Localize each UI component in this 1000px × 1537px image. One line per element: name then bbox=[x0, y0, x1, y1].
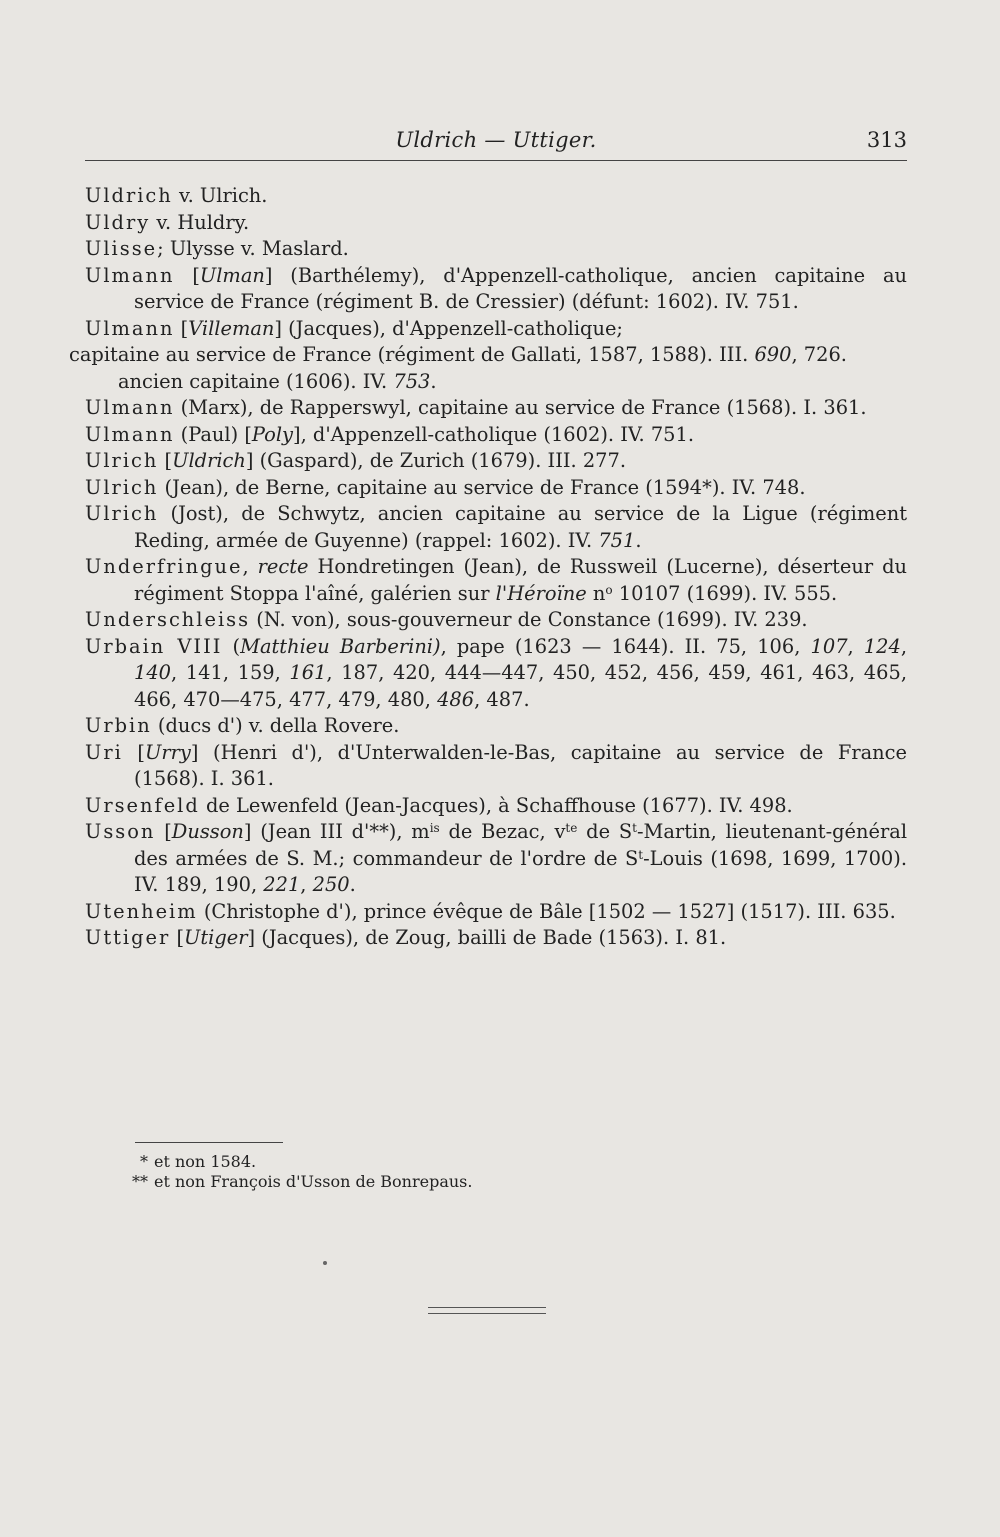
index-entry bbox=[85, 899, 907, 926]
entry-text: ] (Jean III d'**), m bbox=[243, 820, 430, 843]
footnote-text: et non 1584. bbox=[154, 1152, 257, 1171]
superscript: o bbox=[605, 582, 613, 597]
index-entry bbox=[85, 475, 907, 502]
footnote bbox=[120, 1172, 472, 1192]
entry-text: ancien capitaine (1606). IV. bbox=[118, 369, 394, 393]
entry-headword: Ulrich bbox=[85, 449, 159, 472]
entry-text: de Lewenfeld (Jean-Jacques), à Schaffhouse (1677). IV. 498. bbox=[199, 793, 793, 817]
entry-text: n bbox=[586, 581, 606, 605]
entry-text: [ bbox=[122, 740, 146, 764]
entry-text: ] (Henri d'), d'Unterwalden-le-Bas, capitaine au service de France (1568). I. 361. bbox=[134, 740, 908, 790]
entry-text: ] (Jacques), de Zoug, bailli de Bade (1563). I. 81. bbox=[247, 926, 727, 949]
entry-text: (Marx), de Rapperswyl, capitaine au service de France (1568). I. 361. bbox=[174, 396, 867, 419]
entry-headword: Utenheim bbox=[85, 899, 198, 923]
entry-text: de Bezac, v bbox=[439, 820, 566, 843]
entry-text: [ bbox=[170, 926, 185, 949]
entry-text: (Jost), de Schwytz, ancien capitaine au service de la Ligue (régiment Reding, armée de Guyenne) (rappel: 1602). IV. bbox=[134, 502, 907, 552]
entry-text: ] (Barthélemy), d'Appenzell-catholique, ancien capitaine au service de France (régiment B. de Cressier) (défunt: 1602). IV. 751. bbox=[134, 263, 907, 313]
index-entry bbox=[85, 793, 907, 820]
entry-headword: Ulrich bbox=[85, 502, 159, 525]
entry-headword: Underschleiss bbox=[85, 608, 251, 631]
entry-text: [ bbox=[158, 449, 173, 472]
running-title: Uldrich — Uttiger. bbox=[395, 128, 597, 152]
index-entry bbox=[85, 236, 907, 263]
end-ornament-rule bbox=[428, 1307, 546, 1314]
index-entry bbox=[85, 925, 907, 952]
entry-headword: Ulisse bbox=[85, 237, 158, 260]
entry-text: -Martin, lieutenant-général des armées de S. M.; commandeur de l'ordre de S bbox=[134, 820, 908, 870]
index-entry bbox=[85, 819, 907, 899]
entry-text: . bbox=[349, 873, 356, 896]
index-entry bbox=[85, 634, 907, 714]
index-entry bbox=[85, 316, 907, 343]
entry-italic: 161 bbox=[289, 661, 327, 684]
entry-text: ( bbox=[222, 634, 241, 658]
entry-text: , bbox=[242, 555, 258, 578]
index-entry bbox=[85, 607, 907, 634]
entry-headword: Urbin bbox=[85, 714, 152, 737]
entry-text: ] (Jacques), d'Appenzell-catholique; bbox=[274, 316, 623, 340]
entry-text: , bbox=[847, 634, 864, 658]
entry-headword: Ursenfeld bbox=[85, 793, 200, 817]
entry-text: (Jean), de Berne, capitaine au service de France (1594*). IV. 748. bbox=[158, 475, 806, 499]
entry-italic: 751 bbox=[598, 528, 636, 552]
entry-italic: Matthieu Barberini) bbox=[240, 634, 441, 658]
footnote-mark: * bbox=[140, 1152, 148, 1171]
entry-text: capitaine au service de France (régiment de Gallati, 1587, 1588). III. bbox=[69, 343, 755, 366]
index-entry bbox=[85, 422, 907, 449]
entry-text: [ bbox=[155, 820, 172, 843]
entry-text: , 487. bbox=[474, 687, 530, 711]
entry-text: ], d'Appenzell-catholique (1602). IV. 751. bbox=[293, 422, 694, 446]
entry-headword: Ulmann bbox=[85, 316, 175, 340]
entry-text: (Paul) [ bbox=[174, 422, 252, 446]
entry-italic: 486 bbox=[437, 687, 475, 711]
index-entry bbox=[85, 448, 907, 475]
entry-text: ] (Gaspard), de Zurich (1679). III. 277. bbox=[245, 449, 627, 472]
entry-italic: 107 bbox=[810, 634, 848, 658]
index-entries bbox=[69, 183, 908, 952]
entry-italic: Urry bbox=[145, 740, 191, 764]
index-subentry bbox=[69, 342, 907, 369]
index-subentry bbox=[85, 369, 907, 396]
entry-italic: Poly bbox=[251, 422, 294, 446]
entry-text: [ bbox=[174, 263, 200, 287]
index-entry bbox=[85, 263, 907, 316]
entry-text: v. Ulrich. bbox=[172, 184, 268, 207]
superscript: t bbox=[632, 821, 637, 835]
index-entry bbox=[85, 183, 907, 210]
entry-italic: Uldrich bbox=[172, 449, 246, 472]
entry-italic: 140 bbox=[134, 661, 172, 684]
entry-headword: Usson bbox=[85, 820, 156, 843]
superscript: is bbox=[429, 821, 440, 835]
entry-headword: Uttiger bbox=[85, 926, 171, 949]
entry-italic: Dusson bbox=[171, 820, 244, 843]
entry-italic: l'Héroïne bbox=[495, 581, 587, 605]
entry-italic: recte bbox=[257, 555, 309, 578]
entry-italic: 124 bbox=[863, 634, 901, 658]
entry-italic: Utiger bbox=[184, 926, 248, 949]
entry-text: , 141, 159, bbox=[171, 661, 290, 684]
entry-headword: Underfringue bbox=[85, 555, 243, 578]
index-entry bbox=[85, 501, 907, 554]
entry-text: , bbox=[900, 634, 908, 658]
entry-italic: 753 bbox=[393, 369, 431, 393]
entry-headword: Ulmann bbox=[85, 396, 175, 419]
entry-headword: Urbain VIII bbox=[85, 634, 223, 658]
entry-text: (N. von), sous-gouverneur de Constance (1699). IV. 239. bbox=[250, 608, 808, 631]
entry-text: (ducs d') v. della Rovere. bbox=[151, 714, 400, 737]
entry-text: , 187, 420, 444—447, 450, 452, 456, 459, 461, 463, 465, 466, 470—475, 477, 479, 480, bbox=[134, 661, 907, 711]
footnote-rule bbox=[135, 1142, 283, 1143]
entry-text: -Louis (1698, 1699, 1700). IV. 189, 190, bbox=[134, 846, 907, 896]
entry-text: [ bbox=[174, 316, 189, 340]
entry-headword: Ulmann bbox=[85, 422, 175, 446]
footnote bbox=[120, 1152, 472, 1172]
entry-text: , pape (1623 — 1644). II. 75, 106, bbox=[440, 634, 811, 658]
entry-text: , bbox=[300, 873, 313, 896]
page-number: 313 bbox=[866, 128, 907, 152]
entry-italic: Villeman bbox=[188, 316, 275, 340]
entry-headword: Uri bbox=[85, 740, 123, 764]
entry-italic: 690 bbox=[754, 343, 792, 366]
header-rule bbox=[85, 160, 907, 161]
entry-text: de S bbox=[577, 820, 633, 843]
entry-headword: Ulrich bbox=[85, 475, 159, 499]
entry-text: , 726. bbox=[791, 343, 847, 366]
index-entry bbox=[85, 740, 907, 793]
superscript: t bbox=[638, 847, 644, 862]
entry-headword: Ulmann bbox=[85, 263, 175, 287]
footnote-text: et non François d'Usson de Bonrepaus. bbox=[154, 1172, 473, 1191]
ink-dot bbox=[323, 1261, 327, 1265]
entry-text: ; Ulysse v. Maslard. bbox=[157, 237, 349, 260]
entry-text: 10107 (1699). IV. 555. bbox=[612, 581, 838, 605]
entry-headword: Uldrich bbox=[85, 184, 173, 207]
entry-text: v. Huldry. bbox=[150, 210, 250, 234]
footnote-mark: ** bbox=[132, 1172, 148, 1191]
entry-text: . bbox=[430, 369, 437, 393]
superscript: te bbox=[565, 821, 578, 835]
entry-headword: Uldry bbox=[85, 210, 151, 234]
entry-italic: Ulman bbox=[199, 263, 265, 287]
entry-text: Hondretingen (Jean), de Russweil (Lucerne), déserteur du régiment Stoppa l'aîné, galérien sur bbox=[134, 555, 907, 605]
index-entry bbox=[85, 713, 907, 740]
entry-italic: 250 bbox=[312, 873, 350, 896]
entry-text: (Christophe d'), prince évêque de Bâle [1502 — 1527] (1517). III. 635. bbox=[197, 899, 896, 923]
index-entry bbox=[85, 395, 907, 422]
entry-text: . bbox=[635, 528, 642, 552]
footnotes bbox=[120, 1152, 472, 1192]
index-entry bbox=[85, 554, 907, 607]
entry-italic: 221 bbox=[263, 873, 301, 896]
index-entry bbox=[85, 210, 907, 237]
page-header bbox=[85, 122, 907, 158]
